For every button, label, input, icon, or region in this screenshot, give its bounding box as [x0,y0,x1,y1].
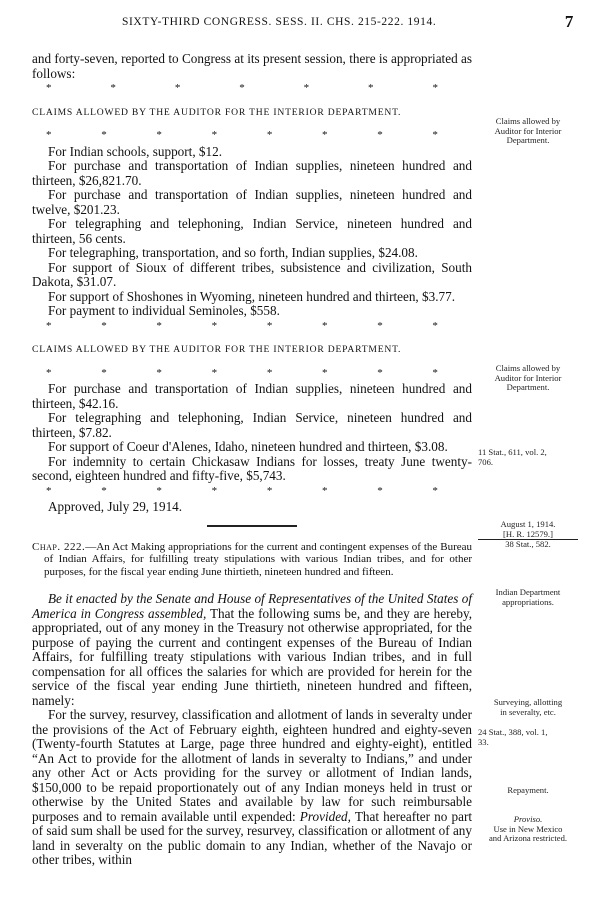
appropriation-item: For purchase and transportation of Indian supplies, nineteen hundred and thirteen, $26,821.70. [32,158,472,188]
survey-text-continued: That hereafter no part of said sum shall be used for the survey, resurvey, classification or allotment of any land in severalty on the public domain to any Indian, whether of the Navajo or other tribes, within [32,808,473,867]
margin-note: Surveying, allotting in severalty, etc. [493,697,563,717]
ellipsis-stars: * * * * * * * * [46,129,438,141]
section-heading: CLAIMS ALLOWED BY THE AUDITOR FOR THE INTERIOR DEPARTMENT. [32,344,402,355]
ellipsis-stars: * * * * * * * * [46,484,438,497]
ellipsis-stars: * * * * * * * [46,82,438,94]
approval-date: Approved, July 29, 1914. [48,499,183,514]
margin-citation: 24 Stat., 388, vol. 1, 33. [478,727,548,747]
margin-note: Claims allowed by Auditor for Interior Department. [494,116,562,145]
margin-note: Indian Department appropriations. [495,587,561,607]
margin-note: Repayment. [507,785,549,795]
main-text [32,52,472,868]
ellipsis-stars: * * * * * * * * [46,319,438,332]
page-number: 7 [564,12,574,31]
appropriation-item: For purchase and transportation of Indian supplies, nineteen hundred and thirteen, $42.16. [32,381,472,411]
margin-proviso-note: Proviso. Use in New Mexico and Arizona restricted. [488,814,568,843]
chapter-description: —An Act Making appropriations for the current and contingent expenses of the Bureau of Indian Affairs, for fulfilling treaty stipulations with various Indian tribes, and for other purposes, for the fiscal year ending June thirtieth, nineteen hundred and fifteen. [44,540,473,578]
appropriation-item: For support of Shoshones in Wyoming, nineteen hundred and thirteen, $3.77. [48,288,455,304]
survey-text: For the survey, resurvey, classification and allotment of lands in severalty under the provisions of the Act of February eighth, eighteen hundred and eighty-seven (Twenty-fourth Statutes at Large, page three hundred and eighty-eight), entitled “An Act to provide for the allotment of lands in severalty to Indians,” and under any other Act or Acts providing for the survey or allotment of Indian lands, $150,000 to be repaid proportionately out of any Indian moneys held in trust or otherwise by the United States and available by law for such reimbursable purposes and to remain available until expended: [32,707,472,824]
section-heading: CLAIMS ALLOWED BY THE AUDITOR FOR THE INTERIOR DEPARTMENT. [32,106,402,118]
margin-date-note: August 1, 1914. [H. R. 12579.] 38 Stat., 582. [478,520,578,550]
appropriation-item: For Indian schools, support, $12. [48,143,222,159]
ellipsis-stars: * * * * * * * * [46,366,438,379]
appropriation-item: For purchase and transportation of Indian supplies, nineteen hundred and twelve, $201.23. [32,187,472,217]
running-head: SIXTY-THIRD CONGRESS. SESS. II. CHS. 215-222. 1914. [122,16,437,28]
survey-paragraph [32,708,472,868]
appropriation-item: For telegraphing, transportation, and so forth, Indian supplies, $24.08. [48,245,418,260]
appropriation-item: For telegraphing and telephoning, Indian Service, nineteen hundred and thirteen, $7.82. [32,410,472,440]
margin-note: Claims allowed by Auditor for Interior Department. [494,363,562,392]
intro-paragraph: and forty-seven, reported to Congress at its present session, there is appropriated as follows: [32,51,472,81]
enacting-clause [32,592,472,708]
appropriation-item: For support of Sioux of different tribes, subsistence and civilization, South Dakota, $31.07. [32,259,472,289]
appropriation-item: For indemnity to certain Chickasaw Indians for losses, treaty June twenty-second, eighteen hundred and fifty-five, $5,743. [32,453,472,483]
appropriation-item: For telegraphing and telephoning, Indian Service, nineteen hundred and thirteen, 56 cents. [32,216,472,246]
enacting-text: That the following sums be, and they are hereby, appropriated, out of any money in the Treasury not otherwise appropriated, for the purpose of paying the current and contingent expenses of the Bureau of Indian Affairs, for fulfilling treaty stipulations with various Indian tribes, and in full compensation for all offices the salaries for which are provided for herein for the service of the fiscal year ending June thirtieth, nineteen hundred and fifteen, namely: [32,605,472,708]
section-divider [207,525,297,527]
margin-citation: 11 Stat., 611, vol. 2, 706. [478,447,547,467]
chapter-label: Chap. 222. [32,540,86,553]
appropriation-item: For support of Coeur d'Alenes, Idaho, nineteen hundred and thirteen, $3.08. [48,439,448,454]
enacting-formula: Be it enacted by the Senate and House of Representatives of the United States of America in Congress assembled, [32,591,472,621]
chapter-title [32,541,472,579]
appropriation-item: For payment to individual Seminoles, $558. [48,303,280,318]
proviso-word: Provided, [299,808,351,824]
